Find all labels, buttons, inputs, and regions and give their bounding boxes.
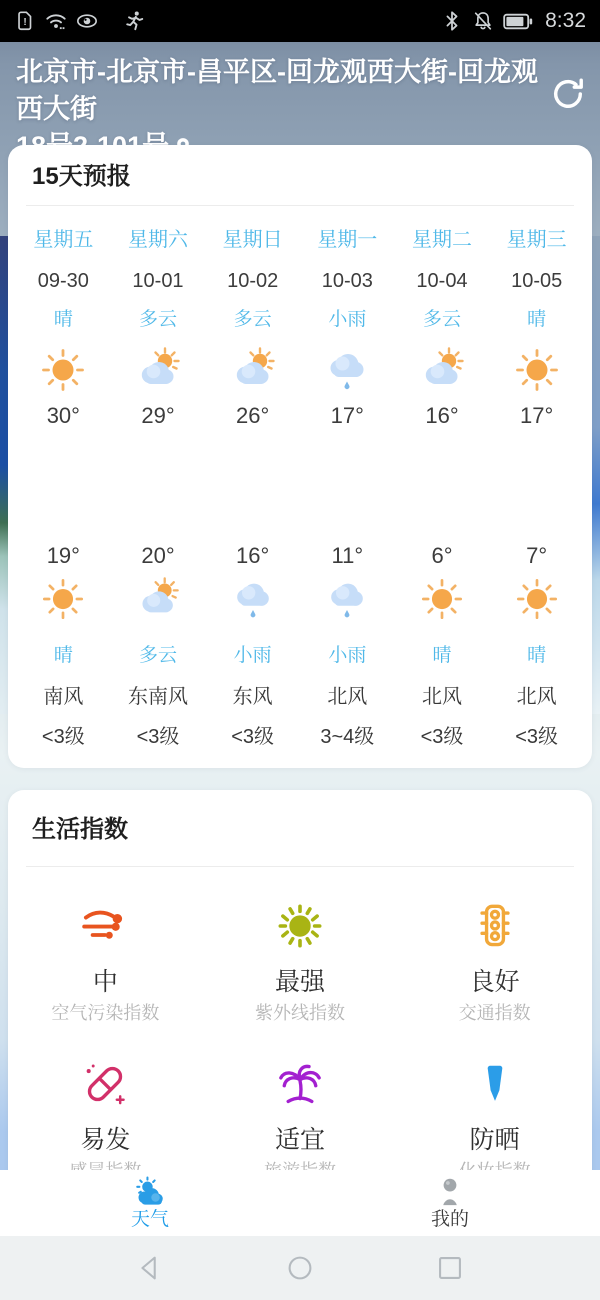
sunny-icon [514,576,560,622]
rain-icon [323,346,371,394]
day-temp: 16° [425,403,459,428]
forecast-day-column[interactable] [205,206,300,750]
day-condition-label: 多云 [233,309,272,330]
life-index-value: 防晒 [469,1126,520,1154]
background-photo-right-edge [591,236,600,714]
rain-icon [230,576,276,622]
nav-back-button[interactable] [133,1251,167,1285]
night-condition-label: 晴 [53,645,73,666]
mute-bell-icon [472,10,494,32]
life-index-grid [8,867,592,1183]
forecast-day-column[interactable] [489,206,584,750]
weather-tab-icon [133,1176,167,1207]
night-temp: 20° [141,543,175,568]
sunny-icon [419,576,465,622]
cloud-sun-icon [134,346,182,394]
date-label: 10-03 [321,270,373,292]
forecast-day-column[interactable] [300,206,395,750]
forecast-card [8,145,592,768]
day-temp: 17° [520,403,554,428]
night-temp: 19° [46,543,80,568]
weekday-label: 星期一 [317,229,378,251]
weekday-label: 星期三 [506,229,567,251]
android-nav-bar [0,1236,600,1300]
nav-recents-button[interactable] [433,1251,467,1285]
day-condition-label: 晴 [53,309,73,330]
wind-direction-label: 北风 [516,686,557,708]
date-label: 10-02 [227,270,279,292]
day-condition-label: 小雨 [328,309,367,330]
wifi-icon [45,10,67,32]
date-label: 10-01 [132,270,184,292]
life-index-item[interactable] [397,1025,592,1183]
day-temp: 29° [141,403,175,428]
cloud-sun-icon [418,346,466,394]
lipstick-icon [468,1057,522,1111]
wind-level-label: <3级 [136,726,180,748]
day-condition-label: 晴 [527,309,547,330]
forecast-day-column[interactable] [111,206,206,750]
life-index-value: 良好 [469,968,520,996]
life-index-title: 生活指数 [32,816,128,843]
wind-icon [78,899,132,953]
wind-level-label: <3级 [41,726,85,748]
sim-alert-icon [14,10,36,32]
bluetooth-icon [441,10,463,32]
life-index-item[interactable] [203,1025,398,1183]
location-line1: 北京市-北京市-昌平区-回龙观西大街-回龙观西大街 [16,57,538,124]
night-condition-label: 多云 [138,645,177,666]
night-condition-label: 小雨 [328,645,367,666]
nav-home-button[interactable] [283,1251,317,1285]
status-bar [0,0,600,42]
wind-level-label: 3~4级 [320,726,375,748]
life-index-item[interactable] [397,867,592,1025]
day-temp: 30° [46,403,80,428]
refresh-button[interactable] [550,76,586,112]
rain-icon [324,576,370,622]
cloud-sun-icon [229,346,277,394]
clock: 8:32 [545,9,586,32]
tab-mine[interactable] [300,1170,600,1236]
night-condition-label: 晴 [527,645,547,666]
wind-level-label: <3级 [515,726,559,748]
uv-sun-icon [273,899,327,953]
day-temp: 17° [330,403,364,428]
pill-icon [78,1057,132,1111]
life-index-item[interactable] [203,867,398,1025]
night-temp: 7° [526,543,548,568]
date-label: 09-30 [37,270,89,292]
weekday-label: 星期六 [127,229,188,251]
night-temp: 11° [331,543,364,568]
weekday-label: 星期五 [33,229,94,251]
sunny-icon [39,346,87,394]
life-index-label: 紫外线指数 [254,1003,345,1023]
forecast-day-column[interactable] [16,206,111,750]
tab-weather-label: 天气 [130,1208,169,1230]
wind-level-label: <3级 [420,726,464,748]
night-temp: 6° [431,543,453,568]
battery-icon [503,12,533,31]
forecast-day-column[interactable] [395,206,490,750]
life-index-item[interactable] [8,867,203,1025]
life-index-value: 适宜 [274,1126,325,1154]
tab-weather[interactable] [0,1170,300,1236]
wind-direction-label: 北风 [421,686,462,708]
runner-icon [123,10,145,32]
life-index-value: 中 [92,968,118,996]
wind-direction-label: 东风 [232,686,273,708]
life-index-value: 最强 [274,968,325,996]
cloud-sun-icon [135,576,181,622]
forecast-grid [8,206,592,750]
night-condition-label: 小雨 [233,645,272,666]
tab-mine-label: 我的 [430,1208,469,1230]
traffic-light-icon [468,899,522,953]
weekday-label: 星期二 [411,229,472,251]
eye-comfort-icon [76,10,98,32]
sunny-icon [40,576,86,622]
wind-direction-label: 南风 [43,686,84,708]
wind-direction-label: 北风 [327,686,368,708]
night-temp: 16° [236,543,270,568]
svg-text:!: ! [23,17,27,29]
status-bar-left [14,10,145,32]
weekday-label: 星期日 [222,229,283,251]
life-index-value: 易发 [80,1126,131,1154]
wind-level-label: <3级 [231,726,275,748]
date-label: 10-05 [511,270,563,292]
status-bar-right [441,9,586,33]
life-index-card [8,790,592,1197]
date-label: 10-04 [416,270,468,292]
wind-direction-label: 东南风 [127,686,188,708]
bottom-tab-bar [0,1170,600,1236]
day-temp: 26° [236,403,270,428]
day-condition-label: 多云 [138,309,177,330]
day-condition-label: 多云 [422,309,461,330]
person-icon [433,1176,467,1207]
life-index-item[interactable] [8,1025,203,1183]
palm-tree-icon [273,1057,327,1111]
forecast-title: 15天预报 [32,163,131,190]
sunny-icon [513,346,561,394]
life-index-label: 交通指数 [458,1003,531,1023]
night-condition-label: 晴 [432,645,452,666]
life-index-label: 空气污染指数 [51,1003,160,1023]
